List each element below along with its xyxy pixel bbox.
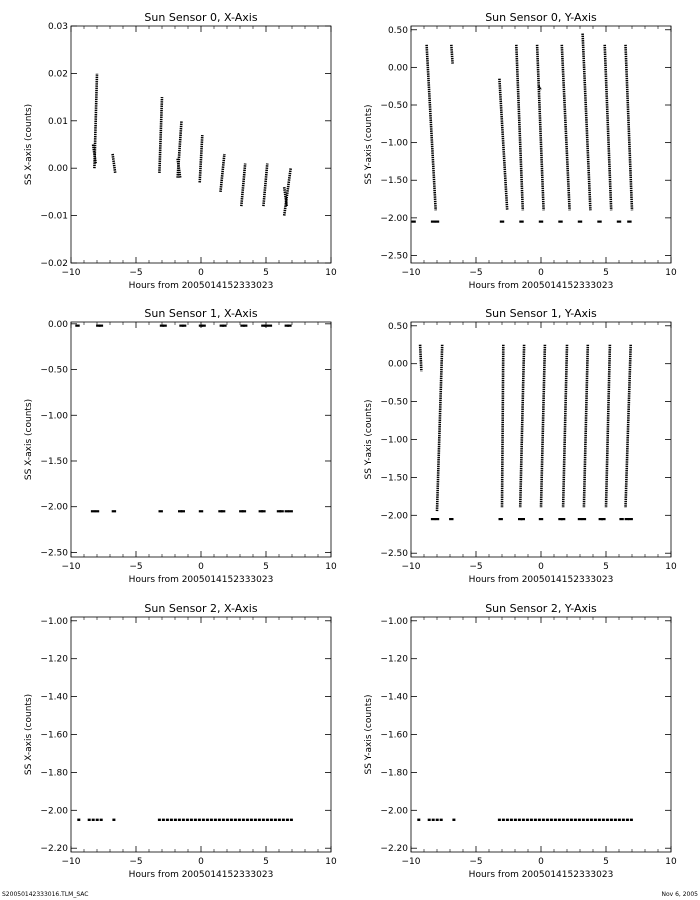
y-tick-label: 0.02 xyxy=(47,69,68,80)
y-tick-label: −1.50 xyxy=(40,456,68,467)
plot-frame xyxy=(411,617,671,852)
data-streak xyxy=(626,345,631,508)
x-tick-label: 5 xyxy=(603,562,609,572)
x-tick-label: −5 xyxy=(129,268,143,278)
x-tick-label: 10 xyxy=(665,562,677,572)
data-streak xyxy=(502,345,503,508)
data-streak xyxy=(537,45,544,211)
x-tick-label: 10 xyxy=(665,857,677,867)
x-tick-label: −5 xyxy=(129,562,143,572)
data-streak xyxy=(606,345,610,508)
x-tick-label: 5 xyxy=(263,268,269,278)
y-axis-label: SS Y-axis (counts) xyxy=(364,399,374,480)
data-streak xyxy=(562,45,570,211)
panel-1 xyxy=(24,11,337,291)
y-axis-label: SS X-axis (counts) xyxy=(24,693,34,776)
x-axis-label: Hours from 2005014152333023 xyxy=(128,575,274,585)
data-streak xyxy=(563,345,567,508)
data-streak xyxy=(178,121,182,178)
y-tick-label: −1.40 xyxy=(40,692,68,703)
panel-3 xyxy=(24,307,337,585)
footer-filename: S20050142333016.TLM_SAC xyxy=(2,891,89,898)
x-tick-label: −5 xyxy=(469,562,483,572)
footer-date: Nov 6, 2005 xyxy=(661,891,698,898)
x-tick-label: 0 xyxy=(198,857,204,867)
x-tick-label: 0 xyxy=(538,268,544,278)
y-tick-label: −2.20 xyxy=(380,844,408,855)
y-tick-label: 0.00 xyxy=(387,359,408,370)
x-tick-label: 0 xyxy=(198,268,204,278)
y-tick-label: 0.00 xyxy=(47,319,68,330)
x-tick-label: −10 xyxy=(61,857,81,867)
x-tick-label: −5 xyxy=(469,857,483,867)
x-axis-label: Hours from 2005014152333023 xyxy=(468,870,614,880)
y-tick-label: −2.20 xyxy=(40,844,68,855)
y-tick-label: 0.00 xyxy=(47,164,68,175)
y-tick-label: −1.40 xyxy=(380,692,408,703)
y-tick-label: −1.50 xyxy=(380,473,408,484)
data-streak xyxy=(541,345,545,508)
y-tick-label: −0.50 xyxy=(40,365,68,376)
x-tick-label: −10 xyxy=(61,268,81,278)
y-tick-label: 0.50 xyxy=(387,321,408,332)
x-tick-label: 5 xyxy=(263,562,269,572)
x-tick-label: 0 xyxy=(538,857,544,867)
x-tick-label: −10 xyxy=(401,857,421,867)
y-tick-label: −0.50 xyxy=(380,101,408,111)
y-tick-label: −1.00 xyxy=(40,616,68,627)
y-tick-label: −2.00 xyxy=(380,511,408,522)
y-tick-label: −1.00 xyxy=(40,411,68,422)
panel-6 xyxy=(364,602,677,880)
y-tick-label: −1.60 xyxy=(40,730,68,741)
chart-title: Sun Sensor 2, X-Axis xyxy=(144,602,258,615)
data-streak xyxy=(221,154,225,192)
plot-frame xyxy=(411,322,671,557)
x-tick-label: 10 xyxy=(325,857,337,867)
y-axis-label: SS X-axis (counts) xyxy=(24,103,34,186)
y-tick-label: −1.50 xyxy=(380,176,408,187)
chart-title: Sun Sensor 2, Y-Axis xyxy=(485,602,597,615)
y-tick-label: 0.00 xyxy=(387,63,408,74)
data-streak xyxy=(499,79,507,211)
chart-title: Sun Sensor 0, Y-Axis xyxy=(485,11,597,24)
data-streak xyxy=(200,135,203,182)
x-axis-label: Hours from 2005014152333023 xyxy=(468,575,614,585)
data-streak xyxy=(520,345,524,508)
panel-4 xyxy=(364,307,677,585)
x-axis-label: Hours from 2005014152333023 xyxy=(128,870,274,880)
x-tick-label: −10 xyxy=(401,268,421,278)
y-tick-label: −2.50 xyxy=(380,549,408,560)
data-streak xyxy=(420,345,421,372)
y-tick-label: −1.00 xyxy=(380,616,408,627)
y-tick-label: −1.20 xyxy=(40,654,68,665)
data-streak xyxy=(241,163,245,206)
y-tick-label: −1.20 xyxy=(380,654,408,665)
y-tick-label: −2.00 xyxy=(380,213,408,224)
y-axis-label: SS Y-axis (counts) xyxy=(364,694,374,775)
x-tick-label: 10 xyxy=(665,268,677,278)
data-streak xyxy=(159,97,162,173)
x-tick-label: 10 xyxy=(325,562,337,572)
y-tick-label: −1.60 xyxy=(380,730,408,741)
y-tick-label: −0.02 xyxy=(40,259,68,269)
x-tick-label: 5 xyxy=(603,268,609,278)
data-streak xyxy=(113,154,116,173)
panel-2 xyxy=(364,11,677,291)
x-tick-label: 5 xyxy=(263,857,269,867)
y-tick-label: −0.01 xyxy=(40,211,68,222)
y-tick-label: −2.00 xyxy=(40,806,68,817)
data-streak xyxy=(451,45,452,64)
x-tick-label: 10 xyxy=(325,268,337,278)
data-streak xyxy=(263,163,267,206)
y-tick-label: 0.01 xyxy=(47,116,68,127)
data-streak xyxy=(427,45,436,211)
plot-frame xyxy=(71,322,331,557)
y-tick-label: −2.50 xyxy=(40,548,68,559)
x-tick-label: −5 xyxy=(469,268,483,278)
data-streak xyxy=(583,34,591,211)
chart-title: Sun Sensor 0, X-Axis xyxy=(144,11,258,24)
plot-frame xyxy=(71,617,331,852)
chart-title: Sun Sensor 1, X-Axis xyxy=(144,307,258,320)
data-streak xyxy=(584,345,588,508)
x-tick-label: 0 xyxy=(198,562,204,572)
data-streak xyxy=(516,45,523,211)
y-tick-label: −2.00 xyxy=(380,806,408,817)
data-streak xyxy=(437,345,442,512)
x-tick-label: 0 xyxy=(538,562,544,572)
x-tick-label: −10 xyxy=(61,562,81,572)
x-tick-label: −10 xyxy=(401,562,421,572)
y-tick-label: −1.80 xyxy=(40,768,68,779)
y-tick-label: −1.80 xyxy=(380,768,408,779)
x-axis-label: Hours from 2005014152333023 xyxy=(128,281,274,291)
x-axis-label: Hours from 2005014152333023 xyxy=(468,281,614,291)
y-tick-label: −0.50 xyxy=(380,397,408,408)
panel-5 xyxy=(24,602,337,880)
y-tick-label: −2.50 xyxy=(380,251,408,262)
x-tick-label: 5 xyxy=(603,857,609,867)
y-tick-label: −2.00 xyxy=(40,502,68,513)
data-streak xyxy=(605,45,612,211)
y-tick-label: −1.00 xyxy=(380,138,408,149)
y-tick-label: −1.00 xyxy=(380,435,408,446)
y-axis-label: SS X-axis (counts) xyxy=(24,398,34,481)
y-tick-label: 0.50 xyxy=(387,25,408,36)
x-tick-label: −5 xyxy=(129,857,143,867)
y-axis-label: SS Y-axis (counts) xyxy=(364,104,374,185)
data-streak xyxy=(626,45,633,211)
chart-title: Sun Sensor 1, Y-Axis xyxy=(485,307,597,320)
y-tick-label: 0.03 xyxy=(47,22,68,32)
